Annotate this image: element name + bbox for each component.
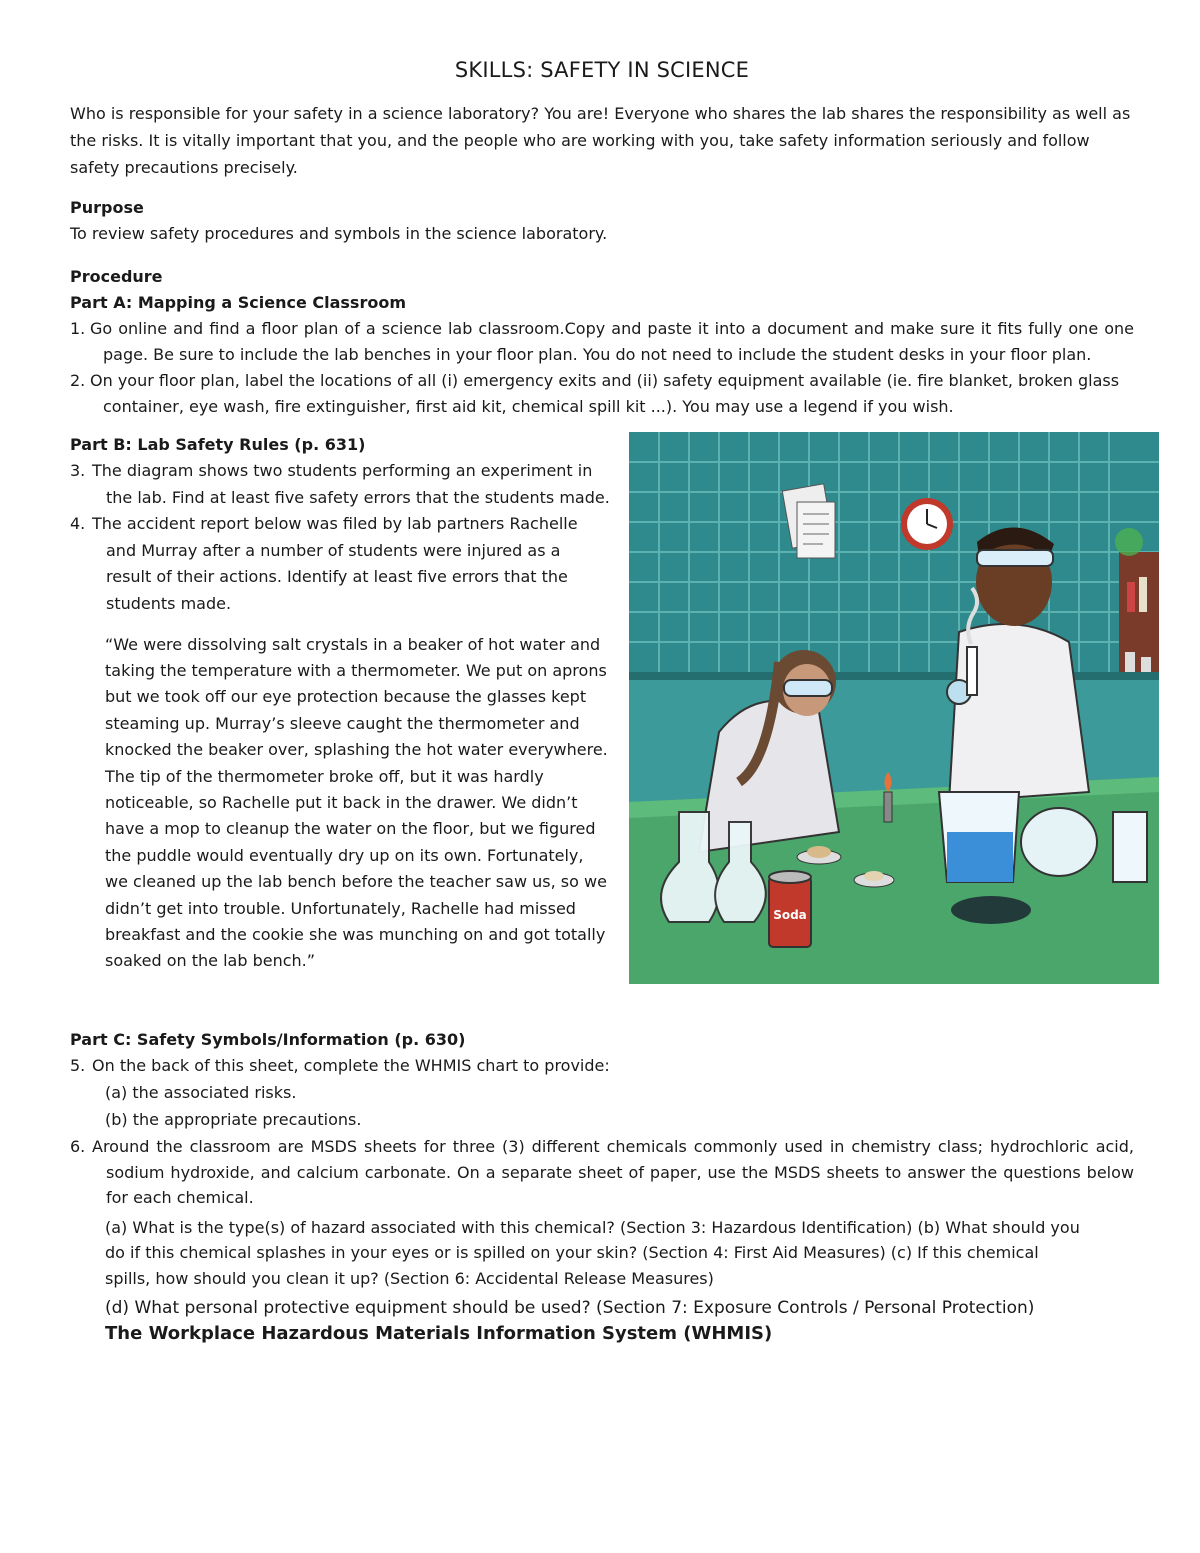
purpose-text: To review safety procedures and symbols in the science laboratory. — [70, 224, 608, 243]
item-text: Go online and find a floor plan of a science lab classroom.Copy and paste it into a document and make sure it fits fully one one page. Be sure to include the lab benches in your floor plan. You do not need to include the student desks in your floor plan. — [90, 319, 1134, 364]
item-text: Around the classroom are MSDS sheets for three (3) different chemicals commonly used in chemistry class; hydrochloric acid, sodium hydroxide, and calcium carbonate. On a separate sheet of paper, use the MSDS sheets to answer the questions below for each chemical. — [92, 1137, 1134, 1207]
list-item — [70, 316, 1134, 368]
item-number: 5. — [70, 1056, 86, 1075]
part-b-section — [70, 432, 1134, 1027]
whmis-heading: The Workplace Hazardous Materials Information System (WHMIS) — [105, 1323, 773, 1344]
intro-paragraph: Who is responsible for your safety in a science laboratory? You are! Everyone who shares the lab shares the responsibility as well as the risks. It is vitally important that you, and the people who are working with you, take safety information seriously and follow safety precautions precisely. — [70, 104, 1131, 177]
part-b-heading: Part B: Lab Safety Rules (p. 631) — [70, 435, 366, 454]
item-number: 3. — [70, 461, 86, 480]
item-number: 4. — [70, 514, 86, 534]
sub-item: (b) the appropriate precautions. — [105, 1110, 362, 1129]
procedure-heading: Procedure — [70, 267, 163, 286]
item-text: On the back of this sheet, complete the WHMIS chart to provide: — [92, 1056, 610, 1075]
part-b-text-column — [70, 432, 610, 975]
document-page — [70, 58, 1134, 1347]
list-item — [70, 1053, 1134, 1079]
soda-can-label: Soda — [773, 908, 807, 922]
item-text: The diagram shows two students performing an experiment in the lab. Find at least five safety errors that the students made. — [92, 461, 610, 507]
list-item — [70, 368, 1134, 420]
purpose-heading: Purpose — [70, 198, 144, 217]
item6-subquestions: (a) What is the type(s) of hazard associated with this chemical? (Section 3: Hazardous Identification) (b) What should you do if this chemical splashes in your eyes or is spilled on your skin? (Section 4: First Aid Measures) (c) If this chemical spills, how should you clean it up? (Section 6: Accidental Release Measures) — [105, 1217, 1080, 1288]
item-number: 1. — [70, 319, 86, 338]
list-item — [70, 458, 610, 511]
list-item — [70, 1134, 1134, 1211]
sub-item: (a) the associated risks. — [105, 1083, 297, 1102]
item-number: 2. — [70, 371, 86, 390]
part-c-heading: Part C: Safety Symbols/Information (p. 630) — [70, 1030, 466, 1049]
item-number: 6. — [70, 1137, 86, 1156]
part-a-heading: Part A: Mapping a Science Classroom — [70, 293, 406, 312]
item-text: On your floor plan, label the locations of all (i) emergency exits and (ii) safety equipment available (ie. fire blanket, broken glass container, eye wash, fire extinguisher, first aid kit, chemical spill kit ...). You may use a legend if you wish. — [90, 371, 1120, 416]
list-item — [70, 511, 610, 617]
accident-report-quote: “We were dissolving salt crystals in a beaker of hot water and taking the temperature with a thermometer. We put on aprons but we took off our eye protection because the glasses kept steaming up. Murray’s sleeve caught the thermometer and knocked the beaker over, splashing the hot water everywhere. The tip of the thermometer broke off, but it was hardly noticeable, so Rachelle put it back in the drawer. We didn’t have a mop to cleanup the water on the floor, but we figured the puddle would eventually dry up on its own. Fortunately, we cleaned up the lab bench before the teacher saw us, so we didn’t get into trouble. Unfortunately, Rachelle had missed breakfast and the cookie she was munching on and got totally soaked on the lab bench.” — [105, 634, 608, 971]
lab-illustration — [629, 432, 1159, 984]
page-title: SKILLS: SAFETY IN SCIENCE — [454, 58, 750, 82]
item-text: The accident report below was filed by lab partners Rachelle and Murray after a number of students were injured as a result of their actions. Identify at least five errors that the students made. — [92, 514, 578, 613]
item6-question-d: (d) What personal protective equipment should be used? (Section 7: Exposure Controls / Personal Protection) — [105, 1298, 1035, 1318]
